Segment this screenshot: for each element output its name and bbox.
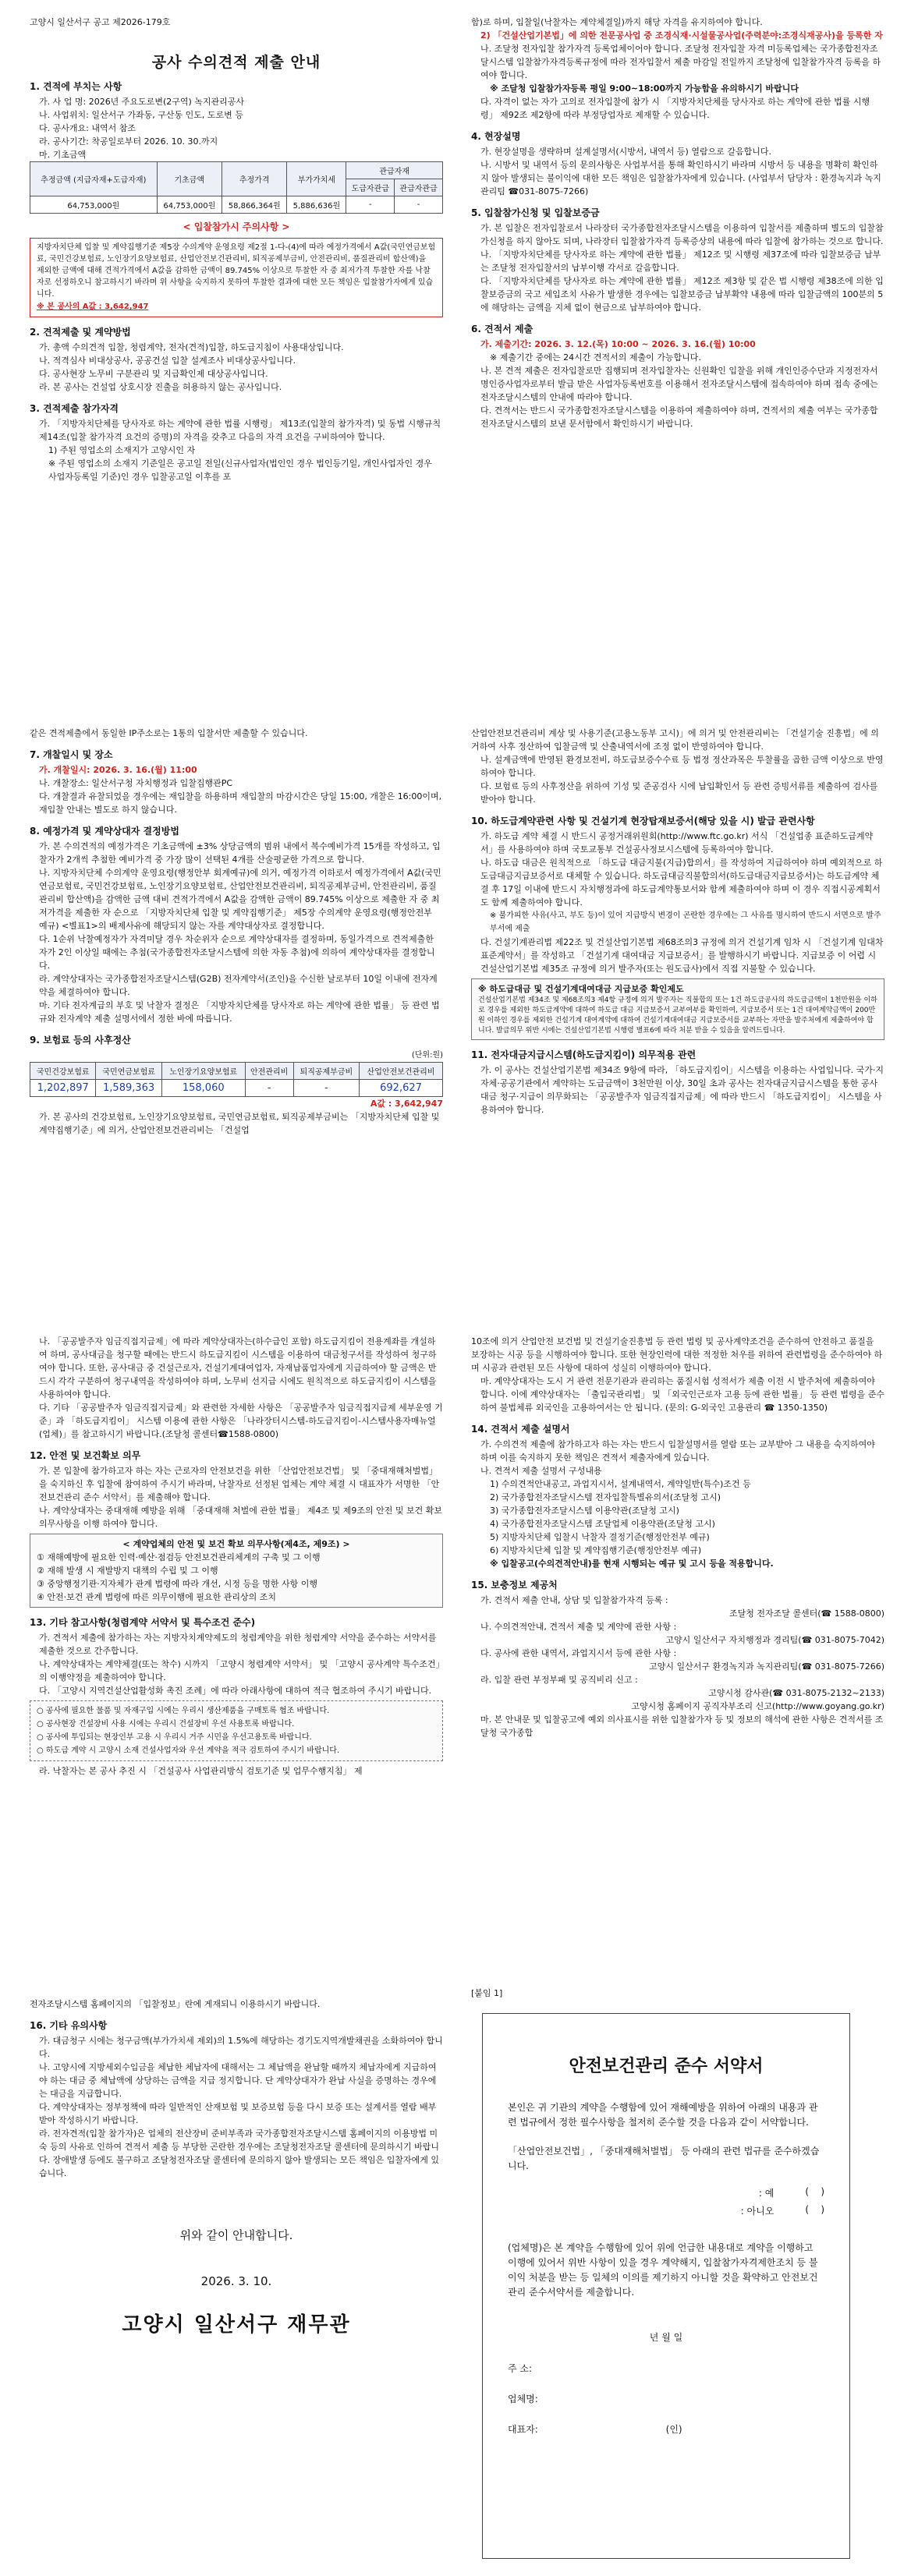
table-cell: 158,060 [161, 1080, 245, 1097]
table-header: 퇴직공제부금비 [293, 1063, 359, 1080]
section-11-item: 다. 기타 「공공발주자 임금직접지급제」와 관련한 자세한 사항은 「공공발주자 임금직접지급제 세부운영 기준」과 「하도급지킴이」 시스템 이용에 관한 사항은 「나라장터시스템-하도급지킴이-시스템사용자매뉴얼(업체)」를 참고하시기 바랍니다.(조달청 콜센터☎1588-0800) [39, 1403, 443, 1439]
contact-line: 고양시청 홈페이지 공직자부조리 신고(http://www.goyang.go.kr) [631, 1701, 884, 1711]
section-11-text: 가. 이 공사는 건설산업기본법 제34조 9항에 따라, 「하도급지킴이」시스템을 이용하는 사업입니다. 국가·지자체·공공기관에서 계약하는 도급금액이 3천만원 이상, 30일 초과 공사는 전자대금지급시스템을 통한 공사대금 청구·지급이 의무화되는 「공공발주자 임금직접지급제」에 따라 반드시 「하도급지킴이」 시스템을 사용하여야 합니다. [480, 1065, 884, 1115]
section-16-item: 다. 계약상대자는 정부정책에 따라 일반적인 산재보험 및 보증보험 등을 다시 보증 또는 설계서를 열람 배부 받아 작성하시기 바랍니다. [39, 2102, 437, 2125]
insurance-table [30, 1062, 443, 1097]
base-amount-table [30, 161, 443, 214]
section-13-item: 다. 「고양시 지역건설산업활성화 촉진 조례」에 따라 아래사항에 대하여 적극 협조하여 주시기 바랍니다. [39, 1686, 432, 1696]
opening-datetime: 가. 개찰일시: 2026. 3. 16.(월) 11:00 [39, 765, 197, 775]
table-cell: - [346, 196, 395, 214]
closing-sentence: 위와 같이 안내합니다. [179, 2228, 293, 2242]
section-3-item-na: 나. 조달청 전자입찰 참가자격 등록업체이어야 합니다. 조달청 전자입찰 자격 미등록업체는 국가종합전자조달시스템 입찰참가자격등록규정에 따라 전자입찰서 제출 마감일 전일까지 조달청에 입찰참가자격 등록을 하여야 합니다. [480, 44, 881, 80]
section-14-list-item: 6) 지방자치단체 입찰 및 계약집행기준(행정안전부 예규) [490, 1545, 702, 1555]
section-13-item: 가. 견적서 제출에 참가하는 자는 지방자치계약제도의 청렴계약을 위한 청렴계약 서약을 준수하는 서약서를 제출한 것으로 간주합니다. [39, 1633, 437, 1656]
page3-right-column [471, 1318, 884, 1980]
box-title: < 계약업체의 안전 및 보건 확보 의무사항(제4조, 제9조) > [122, 1539, 350, 1549]
box-item: ③ 중앙행정기관·지자체가 관계 법령에 따라 개선, 시정 등을 명한 사항 이행 [37, 1579, 317, 1589]
box-item: ○ 공사현장 건설장비 사용 시에는 우리시 건설장비 우선 사용토록 바랍니다. [37, 1720, 295, 1729]
section-7-item: 다. 개찰결과 유찰되었을 경우에는 재입찰을 하용하며 재입찰의 마감시간은 당일 15:00, 개찰은 16:00이며, 재입찰 안내는 별도로 하지 않습니다. [39, 791, 442, 815]
section-8-item: 나. 지방자치단체 수의계약 운영요령(행정안부 회계예규)에 의거, 예정가격 이하로서 예정가격에서 A값(국민연금보험료, 국민건강보험료, 노인장기요양보험료, 산업안전보건관리비, 퇴직공제부금비, 안전관리비, 품질관리비 합산액)을 감액한 금액 대비 견적가격에서 A값을 감액한 금액이 89.745% 이상으로 제출한 자 중 최저가격을 제출한 자 순으로 「지방자치단체 입찰 및 계약집행기준」 제5장 수의계약 운영요령(행정안전부 예규) <별표1>의 배제사유에 해당되지 않는 자를 계약대상자로 결정합니다. [39, 868, 441, 931]
section-5-heading: 5. 입찰참가신청 및 입찰보증금 [471, 207, 600, 218]
section-12-item: 나. 계약상대자는 중대재해 예방을 위해 「중대재해 처벌에 관한 법률」 제4조 및 제9조의 안전 및 보건 확보 의무사항을 이행 하여야 합니다. [39, 1506, 442, 1529]
section-16-item: 가. 대금청구 시에는 청구금액(부가가치세 제외)의 1.5%에 해당하는 경기도지역개발채권을 소화하여야 합니다. [39, 2036, 443, 2059]
section-9-heading: 9. 보험료 등의 사후정산 [30, 1035, 131, 1046]
contact-line: 고양시 일산서구 자치행정과 경리팀(☎ 031-8075-7042) [665, 1635, 884, 1645]
table-header: 안전관리비 [245, 1063, 293, 1080]
contact-line: 다. 공사에 관한 내역서, 과업지시서 등에 관한 사항 : [480, 1648, 677, 1658]
box-item: ○ 공사에 투입되는 현장인부 고용 시 우리시 거주 시민을 우선고용토록 바랍니다. [37, 1733, 312, 1742]
section-8-heading: 8. 예정가격 및 계약상대자 결정방법 [30, 826, 179, 837]
submission-period: 가. 제출기간: 2026. 3. 12.(목) 10:00 ~ 2026. 3. 16.(월) 10:00 [480, 339, 756, 349]
section-1-item: 다. 공사개요: 내역서 참조 [39, 123, 136, 133]
answer-no-blank: ( ) [805, 2204, 824, 2215]
section-10-item: 다. 건설기계관리법 제22조 및 건설산업기본법 제68조의3 규정에 의거 건설기계 임차 시 「건설기계 임대차 표준계약서」를 작성하고 「건설기계 대여대금 지급보증서」를 발행하시기 바랍니다. 지급보증 이 어렵 시 건설산업기본법 제35조 규정에 의거 발주자(또는 원도급사)에서 직접 지불할 수 있습니다. [480, 937, 884, 974]
notice-date: 2026. 3. 10. [200, 2274, 272, 2288]
section-3-item-da: 다. 자격이 없는 자가 고의로 전자입찰에 참가 시 「지방자치단체를 당사자로 하는 계약에 관한 법률 시행령」 제92조 제2항에 따라 부정당업자로 제재할 수 있습니다. [480, 97, 870, 120]
section-9-item: 다. 보험료 등의 사후정산을 위하여 기성 및 준공검사 시에 납입확인서 등 관련 증빙서류를 제출하여 검사를 받아야 합니다. [480, 781, 878, 805]
document-number: 고양시 일산서구 공고 제2026-179호 [30, 17, 171, 27]
section-7-item: 나. 개찰장소: 일산서구청 자치행정과 입찰집행관PC [39, 778, 233, 788]
seal-mark: (인) [665, 2424, 682, 2435]
page-2 [0, 709, 911, 1318]
table-header: 추정가격 [222, 162, 287, 196]
section-14-list-item: 2) 국가종합전자조달시스템 전자입찰특별유의서(조달청 고시) [490, 1492, 721, 1502]
section-14-text: 가. 수의견적 제출에 참가하고자 하는 자는 반드시 입찰설명서를 열람 또는 교부받아 그 내용을 숙지하여야 하며 이를 숙지하지 못한 책임은 견적서 제출자에게 있습니다. [480, 1439, 875, 1463]
page-3 [0, 1318, 911, 1980]
subcontract-guarantee-box [471, 978, 884, 1040]
section-5-item: 나. 「지방자치단체를 당사자로 하는 계약에 관한 법률」 제12조 및 시행령 제37조에 따라 입찰보증금 납부는 조달청 전자입찰서의 납부이행 각서로 갈음합니다. [480, 249, 881, 273]
ip-notice: 같은 견적제출에서 동일한 IP주소로는 1통의 입찰서만 제출할 수 있습니다. [30, 728, 308, 738]
section-2-item: 라. 본 공사는 건설업 상호시장 진출을 허용하지 않는 공사입니다. [39, 382, 282, 392]
section-14-list-item: 5) 지방자치단체 입찰시 낙찰자 결정기준(행정안전부 예규) [490, 1532, 710, 1542]
section-13-item-ma: 마. 계약상대자는 도시 거 관련 전문기관과 관리하는 품질시험 성적서가 제출 이전 시 발주처에 제출하여야 합니다. 이에 계약상대자는 「출입국관리법」 및 「외국인근로자 고용 등에 관한 법률」 등 관련 법령을 준수하여 불법체류 외국인을 고용하여서는 안 됩니다. (문의: G-외국인 고용관리 ☎ 1350-1350) [480, 1376, 884, 1413]
section-16-heading: 16. 기타 유의사항 [30, 2020, 108, 2031]
warning-title: < 입찰참가시 주의사항 > [183, 221, 290, 232]
section-15-heading: 15. 보충정보 제공처 [471, 1580, 558, 1591]
representative-field[interactable] [508, 2422, 824, 2436]
section-8-item: 라. 계약상대자는 국가종합전자조달시스템(G2B) 전자계약서(조인)을 수신한 날로부터 10일 이내에 전자계약을 체결하여야 합니다. [39, 974, 438, 997]
table-header: 국민건강보험료 [30, 1063, 96, 1080]
section-14-heading: 14. 견적서 제출 설명서 [471, 1424, 570, 1435]
section-12-item: 가. 본 입찰에 참가하고자 하는 자는 근로자의 안전보건을 위한 「산업안전보건법」 및 「중대재해처벌법」을 숙지하신 후 입찰에 참여하여 주시기 바라며, 낙찰자로 선정된 업체는 계약 체결 시 대표자가 서명한 「안전보건관리 준수 서약서」를 제출해야 합니다. [39, 1466, 440, 1502]
table-cell: 64,753,000원 [30, 196, 158, 214]
section-1-heading: 1. 견적에 부치는 사항 [30, 81, 122, 92]
section-1-item: 나. 사업위치: 일산서구 가좌동, 구산동 인도, 도로변 등 [39, 110, 243, 120]
section-5-item: 다. 「지방자치단체를 당사자로 하는 계약에 관한 법률」 제12조 제3항 및 같은 법 시행령 제38조에 의한 입찰보증금의 국고 세입조치 사유가 발생한 경우에는 입찰보증금 납부확약 내용에 따라 입찰금액의 100분의 5에 해당하는 금액을 지체 없이 현금으로 납부하여야 합니다. [480, 276, 884, 313]
section-2-heading: 2. 견적제출 및 계약방법 [30, 327, 131, 338]
section-3-heading: 3. 견적제출 참가자격 [30, 403, 119, 414]
section-12-heading: 12. 안전 및 보건확보 의무 [30, 1450, 141, 1461]
section-11-heading: 11. 전자대금지급시스템(하도급지킴이) 의무적용 관련 [471, 1049, 697, 1060]
section-3-sub: 1) 주된 영업소의 소재지가 고양시인 자 [48, 445, 196, 455]
page2-left-column [30, 709, 443, 1318]
section-6-item: 다. 견적서는 반드시 국가종합전자조달시스템을 이용하여 제출하여야 하며, 견적서의 제출 여부는 국가종합전자조달시스템의 보낸 문서함에서 확인하시기 바랍니다. [480, 405, 878, 429]
table-header: 관급자재 [346, 162, 443, 179]
section-2-item: 나. 적격심사 비대상공사, 공공건설 입찰 설계조사 비대상공사입니다. [39, 356, 296, 366]
table-cell: 1,202,897 [30, 1080, 96, 1097]
warning-box [30, 238, 443, 317]
section-10-item: 나. 하도급 대금은 원칙적으로 「하도급 대금지불(지급)합의서」를 작성하여 지급하여야 하며 예외적으로 하도급대금지급보증서로 대체할 수 있습니다. 하도급대금직불합의서(하도급대금지급보증서)는 하도급계약 체결 후 17일 이내에 반드시 자치행정과에 하도급계약통보서와 함께 제출하여야 하며 이 경우 직접시공계획서도 함께 제출하여야 합니다. [480, 858, 883, 908]
table-cell: - [293, 1080, 359, 1097]
contact-line: 조달청 전자조달 콜센터(☎ 1588-0800) [729, 1608, 884, 1619]
section-15-continued: 전자조달시스템 홈페이지의 「입찰정보」란에 게재되니 이용하시기 바랍니다. [30, 1999, 321, 2009]
section-3-continued: 함)로 하며, 입찰일(낙찰자는 계약체결일)까지 해당 자격을 유지하여야 합니다. [471, 17, 763, 27]
section-9-text: 가. 본 공사의 건강보험료, 노인장기요양보험료, 국민연금보험료, 퇴직공제부금비는 「지방자치단체 입찰 및 계약집행기준」에 의거, 산업안전보건관리비는 「건설업 [39, 1112, 440, 1135]
section-3-qualification: 2) 「건설산업기본법」에 의한 전문공사업 중 조경식재·시설물공사업(주력분야:조경식재공사)을 등록한 자 [480, 30, 883, 41]
table-header: 관급자관급 [395, 179, 443, 196]
pledge-intro: 본인은 귀 기관의 계약을 수행함에 있어 재해예방을 위하여 아래의 내용과 관련 법규에서 정한 필수사항을 철저히 준수할 것을 다음과 같이 서약합니다. [508, 2102, 818, 2128]
section-8-item: 가. 본 수의견적의 예정가격은 기초금액에 ±3% 상당금액의 범위 내에서 복수예비가격 15개를 작성하고, 입찰자가 2개씩 추첨한 예비가격 중 가장 많이 선택된 4개를 산술평균한 가격으로 합니다. [39, 841, 441, 865]
answer-yes-row[interactable] [508, 2186, 824, 2199]
table-header: 부가가치세 [287, 162, 346, 196]
table-header: 기초금액 [157, 162, 222, 196]
section-3-registration-note: ※ 조달청 입찰참가자등록 평일 9:00~18:00까지 가능함을 유의하시기 바랍니다 [490, 83, 799, 94]
section-4-heading: 4. 현장설명 [471, 131, 521, 142]
document-title: 공사 수의견적 제출 안내 [151, 54, 321, 71]
answer-no-row[interactable] [508, 2204, 824, 2217]
pledge-statement: (업체명)은 본 계약을 수행함에 있어 위에 언급한 내용대로 계약을 이행하고 이행에 있어서 위반 사항이 있을 경우 계약해지, 입찰참가자격제한조치 등 불이익 처분을 받는 등 일체의 이의를 제기하지 아니할 것을 확약하고 안전보건관리 준수서약서를 제출합니다. [508, 2242, 818, 2298]
table-header: 산업안전보건관리비 [360, 1063, 443, 1080]
table-cell: 58,866,364원 [222, 196, 287, 214]
contact-line: 라. 입찰 관련 부정부패 및 공직비리 신고 : [480, 1675, 638, 1685]
section-4-item: 나. 시방서 및 내역서 등의 문의사항은 사업부서를 통해 확인하시기 바라며 시방서 등 내용을 명확히 확인하지 않아 발생되는 불이익에 대한 모든 책임은 입찰참가자에게 있습니다. (사업부서 담당자 : 환경녹지과 녹지관리팀 ☎031-8075-7266) [480, 160, 881, 196]
representative-label: 대표자: [508, 2424, 538, 2435]
section-16-item: 라. 전자견적(입찰 참가자)은 업체의 전산장비 준비부족과 국가종합전자조달시스템 홈페이지의 이용방법 미숙 등의 사유로 인하여 견적서 제출 등 부당한 곤란한 경우에는 조달청전자조달 콜센터에 문의하시기 바랍니다. 장애발생 등에도 불구하고 조달청전자조달 콜센터에 문의하지 않아 발생되는 모든 책임은 입찰자에게 있습니다. [39, 2128, 439, 2178]
section-1-item: 라. 공사기간: 착공일로부터 2026. 10. 30.까지 [39, 136, 218, 147]
pledge-title: 안전보건관리 준수 서약서 [569, 2057, 764, 2076]
box-text: 건설산업기본법 제34조 및 제68조의3 제4항 규정에 의거 발주자는 직불합의 또는 1건 하도급공사의 하도급금액이 1천만원을 이하로 경우를 제외한 하도급계약에 대하여 하도급 대금 지급보증서 교부여부를 확인하여, 지급보증서 또는 1건 대여계약금액이 200만원 이하인 경우를 제외한 건설기계 대여계약에 대하여 건설기계대여대금 지급보증서를 교부하는 자만을 발주처에게 제출하여야 합니다. 발급의무 위반 시에는 건설산업기본법 시행령 별표6에 따라 처분 받을 수 있음을 알려드립니다. [478, 996, 877, 1035]
unit-label: (단위:원) [411, 1051, 443, 1060]
section-8-item: 다. 1순위 낙찰예정자가 자격미달 경우 차순위자 순으로 계약상대자를 결정하며, 동일가격으로 견적제출한 자가 2인 이상일 때에는 추첨(국가종합전자조달시스템에 의한 자동 추첨)에 의하여 계약상대자를 결정합니다. [39, 934, 435, 971]
pledge-date: 년 월 일 [649, 2332, 683, 2343]
contact-line: 나. 수의견적안내, 견적서 제출 및 계약에 관한 사항 : [480, 1622, 677, 1632]
company-field[interactable]: 업체명: [508, 2394, 538, 2404]
page1-right-column [471, 0, 884, 709]
safety-pledge-form [482, 2013, 850, 2559]
box-title: ※ 하도급대금 및 건설기계대여대금 지급보증 확인제도 [478, 984, 684, 994]
contact-line: 고양시청 감사관(☎ 031-8075-2132~2133) [708, 1688, 884, 1698]
section-2-item: 가. 총액 수의견적 입찰, 청렴계약, 전자(견적)입찰, 하도급지침이 사용대상입니다. [39, 342, 344, 352]
section-7-heading: 7. 개찰일시 및 장소 [30, 749, 113, 760]
safety-duties-box [30, 1534, 443, 1608]
section-10-item: 가. 하도급 계약 체결 시 반드시 공정거래위원회(http://www.ftc.go.kr) 서식 「건설업종 표준하도급계약서」를 사용하여야 하며 국토교통부 건설공사정보시스템에 등록하여야 합니다. [480, 831, 874, 855]
section-1-item: 가. 사 업 명: 2026년 주요도로변(2구역) 녹지관리공사 [39, 97, 245, 107]
page2-right-column [471, 709, 884, 1318]
section-11-item: 나. 「공공발주자 임금직접지급제」에 따라 계약상대자는(하수급인 포함) 하도급지킴이 전용계좌를 개설하여 하며, 공사대금을 청구할 때에는 반드시 하도급지킴이 시스템을 이용하여 대금청구서를 작성하여 청구하여야 합니다. 또한, 공사대금 중 건설근로자, 건설기계대여업자, 자재납품업자에게 지급하여야 할 금액은 반드시 각각 구분하여 청구내역을 작성하여야 하며, 노무비 선지급 시에도 원칙적으로 하도급지킴이 시스템을 사용하여야 합니다. [39, 1336, 437, 1399]
answer-yes[interactable]: : 예 [758, 2188, 775, 2199]
section-13-continued: 10조에 의거 산업안전 보건법 및 건설기술진흥법 등 관련 법령 및 공사계약조건을 준수하여 안전하고 품질을 보장하는 시공 등을 시행하여야 합니다. 또한 현장인력에 대한 적정한 처우를 위하여 관련법령을 준수하여야 하며 시공과 관련된 모든 사항에 대하여 성실히 이행하여야 합니다. [471, 1336, 883, 1373]
table-cell: - [395, 196, 443, 214]
table-header: 국민연금보험료 [96, 1063, 161, 1080]
section-5-item: 가. 본 입찰은 전자입찰로서 나라장터 국가종합전자조달시스템을 이용하여 입찰서를 제출하며 별도의 입찰참가신청을 하지 않아도 되며, 나라장터 입찰참가자격 등록증상의 내용에 따라 입찰에 참가하는 것으로 합니다. [480, 223, 884, 246]
section-10-note: ※ 불가피한 사유(사고, 부도 등)이 있어 지급방식 변경이 곤란한 경우에는 그 사유를 명시하여 반드시 서면으로 발주부서에 제출 [490, 911, 881, 933]
section-2-item: 다. 공사현장 노무비 구분관리 및 지급확인제 대상공사입니다. [39, 369, 268, 379]
page4-left-column [30, 1980, 443, 2576]
section-9-item: 나. 설계금액에 반영된 환경보전비, 하도급보증수수료 등 법정 정산과목은 투찰률을 곱한 금액 이상으로 반영하여야 합니다. [480, 755, 884, 778]
contact-line: 고양시 일산서구 환경녹지과 녹지관리팀(☎ 031-8075-7266) [649, 1661, 884, 1672]
box-item: ① 재해예방에 필요한 인력·예산·점검등 안전보건관리체계의 구축 및 그 이행 [37, 1552, 321, 1562]
table-cell: 1,589,363 [96, 1080, 161, 1097]
answer-yes-blank: ( ) [805, 2186, 824, 2197]
page3-left-column [30, 1318, 443, 1980]
section-3-note: ※ 주된 영업소의 소재지 기준일은 공고일 전일(신규사업자(법인인 경우 법인등기일, 개인사업자인 경우 사업자등록일 기준)인 경우 입찰공고일 이후를 포 [48, 458, 432, 482]
warning-a-value: ※ 본 공사의 A값 : 3,642,947 [37, 303, 149, 311]
answer-no[interactable]: : 아니오 [740, 2206, 775, 2217]
box-item: ② 재해 발생 시 재발방지 대책의 수립 및 그 이행 [37, 1566, 218, 1576]
page1-left-column [30, 0, 443, 709]
table-cell: 64,753,000원 [157, 196, 222, 214]
section-13-item-ra: 라. 낙찰자는 본 공사 추진 시 「건설공사 사업관리방식 검토기준 및 업무수행지침」 제 [39, 1766, 363, 1776]
section-16-item: 나. 고양시에 지방세외수입금을 체납한 체납자에 대해서는 그 체납액을 완납할 때까지 체납자에게 지급하여야 하는 대금 중 체납액에 상당하는 금액을 지급 정지합니다. 단 계약상대자가 완납 사실을 증명하는 경우에는 대금을 지급합니다. [39, 2062, 437, 2099]
section-6-item: ※ 제출기간 중에는 24시간 견적서의 제출이 가능합니다. [490, 352, 701, 363]
section-9-continued: 산업안전보건관리비 계상 및 사용기준(고용노동부 고시)」에 의거 및 안전관리비는 「건설기술 진흥법」에 의거하여 사후 정산하여 입찰금액 및 산출내역서에 조정 없이 반영하여야 합니다. [471, 728, 879, 752]
local-industry-box [30, 1700, 443, 1761]
section-6-item: 나. 본 견적 제출은 전자입찰로만 집행되며 전자입찰자는 신원확인 입찰을 위해 개인인증수단과 지정전자서명인증사업자로부터 발급 받은 사업자등록번호를 이용해서 전자조달시스템에 접속하여야 하며 접속 중에는 전자조달시스템의 안내에 따라야 합니다. [480, 366, 878, 402]
pledge-question: 「산업안전보건법」, 「중대재해처벌법」 등 아래의 관련 법규를 준수하겠습니다. [508, 2146, 820, 2171]
section-13-item: 나. 계약상대자는 계약체결(또는 착수) 시까지 「고양시 청렴계약 서약서」 및 「고양시 공사계약 특수조건」의 이행약정을 제출하여야 합니다. [39, 1659, 441, 1683]
section-14-list-item: 3) 국가종합전자조달시스템 이용약관(조달청 고시) [490, 1506, 679, 1516]
box-item: ○ 공사에 필요한 물품 및 자재구입 시에는 우리시 생산제품을 구매토록 협조 바랍니다. [37, 1707, 330, 1715]
contact-line: 마. 본 안내문 및 입찰공고에 예외 의사표시를 위한 입찰참가자 등 및 정보의 해석에 관한 사항은 견적서를 조달청 국가종합 [480, 1714, 884, 1738]
box-item: ④ 안전·보건 관계 법령에 따른 의무이행에 필요한 관리상의 조치 [37, 1592, 276, 1602]
table-header: 노인장기요양보험료 [161, 1063, 245, 1080]
warning-text: 지방자치단체 입찰 및 계약집행기준 제5장 수의계약 운영요령 제2절 1-다-(4)에 따라 예정가격에서 A값(국민연금보험료, 국민건강보험료, 노인장기요양보험료, 산업안전보건관리비, 퇴직공제부금비, 안전관리비, 품질관리비 합산액)을 제외한 금액에 대해 견적가격에서 A값을 감하한 금액이 89.745% 이상으로 투찰한 자 중 최저가격 투찰한 자를 낙찰자로 선정하오니 참고하시기 바라며 위 사항을 숙지하지 못하여 투찰한 결과에 대한 모든 책임은 입찰참가자에게 있습니다. [37, 243, 436, 299]
box-item: ○ 하도급 계약 시 고양시 소재 건설사업자와 우선 계약을 적극 검토하여 주시기 바랍니다. [37, 1746, 340, 1755]
table-cell: - [245, 1080, 293, 1097]
table-cell: 692,627 [360, 1080, 443, 1097]
section-10-heading: 10. 하도급계약관련 사항 및 건설기계 현장탑재보증서(해당 있을 시) 발급 관련사항 [471, 816, 815, 826]
annex-label: [붙임 1] [471, 1988, 503, 1998]
issuing-agency: 고양시 일산서구 재무관 [122, 2313, 351, 2337]
section-8-item: 마. 기타 전자계급의 부호 및 낙찰자 결정은 「지방자치단체를 당사자로 하는 계약에 관한 법률」 등 관련 법규와 전자계약 제출 설명서에서 정한 바에 따릅니다. [39, 1000, 440, 1024]
page-1 [0, 0, 911, 709]
section-1-item: 마. 기초금액 [39, 150, 87, 160]
address-field[interactable]: 주 소: [508, 2363, 533, 2374]
section-6-heading: 6. 견적서 제출 [471, 324, 533, 334]
table-header: 추정금액 (지급자재+도급자재) [30, 162, 158, 196]
a-value-total: A값 : 3,642,947 [370, 1099, 443, 1109]
contact-line: 가. 견적서 제출 안내, 상담 및 입찰참가자격 등록 : [480, 1595, 668, 1605]
table-cell: 5,886,636원 [287, 196, 346, 214]
section-14-list-item: 4) 국가종합전자조달시스템 조달업체 이용약관(조달청 고시) [490, 1519, 715, 1529]
table-header: 도급자관급 [346, 179, 395, 196]
section-14-note: ※ 입찰공고(수의견적안내)를 현재 시행되는 예규 및 고시 등을 적용합니다. [490, 1559, 774, 1569]
section-14-list-item: 1) 수의견적안내공고, 과업지시서, 설계내역서, 계약일반(특수)조건 등 [490, 1479, 751, 1489]
section-3-text: 가. 「지방자치단체를 당사자로 하는 계약에 관한 법률 시행령」 제13조(입찰의 참가자격) 및 동법 시행규칙 제14조(입찰 참가자격 요건의 증명)의 자격을 갖추고 다음의 자격 요건을 구비하여야 합니다. [39, 419, 441, 442]
section-14-sub: 나. 견적서 제출 설명서 구성내용 [480, 1466, 602, 1476]
page-4 [0, 1980, 911, 2576]
section-4-item: 가. 현장설명을 생략하며 설계설명서(시방서, 내역서 등) 열람으로 갈음합니다. [480, 147, 771, 157]
section-13-heading: 13. 기타 참고사항(청렴계약 서약서 및 특수조건 준수) [30, 1617, 256, 1628]
